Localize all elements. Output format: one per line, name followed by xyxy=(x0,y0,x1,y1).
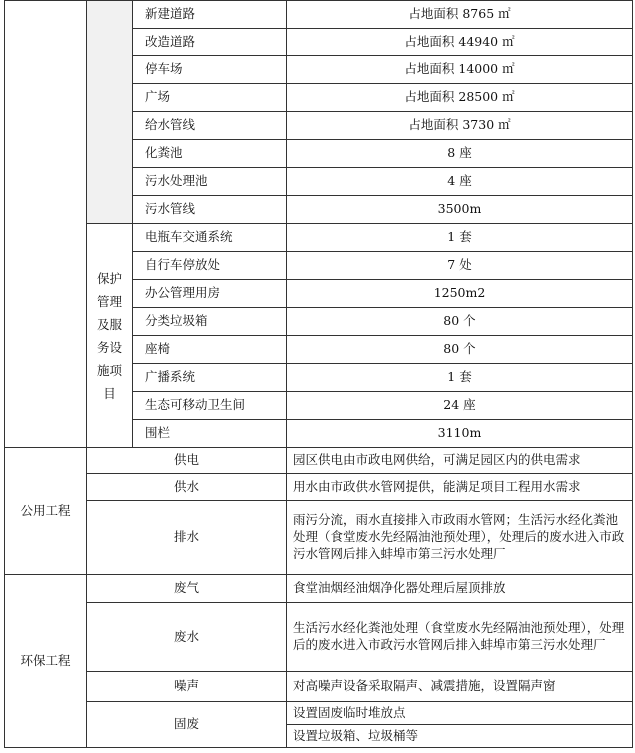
item-value: 4 座 xyxy=(287,168,633,196)
item-name: 废水 xyxy=(87,603,287,672)
protect-label-line: 及服 xyxy=(96,316,122,332)
item-name: 污水处理池 xyxy=(133,168,287,196)
item-name: 座椅 xyxy=(133,336,287,364)
item-value: 占地面积 28500 ㎡ xyxy=(287,84,633,112)
item-value: 80 个 xyxy=(287,336,633,364)
protect-label-line: 施项 xyxy=(96,362,122,378)
item-name: 噪声 xyxy=(87,672,287,702)
utilities-label: 公用工程 xyxy=(5,448,87,575)
item-name: 污水管线 xyxy=(133,196,287,224)
item-desc: 设置垃圾箱、垃圾桶等 xyxy=(287,725,633,748)
item-value: 8 座 xyxy=(287,140,633,168)
item-value: 占地面积 8765 ㎡ xyxy=(287,1,633,29)
table-row xyxy=(5,474,633,501)
item-name: 改造道路 xyxy=(133,29,287,56)
item-value: 1250m2 xyxy=(287,280,633,308)
item-value: 占地面积 44940 ㎡ xyxy=(287,29,633,56)
item-value: 7 处 xyxy=(287,252,633,280)
item-desc: 雨污分流，雨水直接排入市政雨水管网；生活污水经化粪池处理（食堂废水先经隔油池预处理），处理后的废水进入市政污水管网后排入蚌埠市第三污水处理厂 xyxy=(287,501,633,575)
protect-label-line: 务设 xyxy=(96,339,122,355)
item-name: 给水管线 xyxy=(133,112,287,140)
item-value: 占地面积 3730 ㎡ xyxy=(287,112,633,140)
item-name: 固废 xyxy=(87,702,287,748)
blank-subcategory-cell xyxy=(87,1,133,224)
table-row xyxy=(5,501,633,575)
protect-label-line: 管理 xyxy=(96,293,122,309)
item-name: 化粪池 xyxy=(133,140,287,168)
item-value: 3110m xyxy=(287,420,633,448)
item-desc: 对高噪声设备采取隔声、减震措施，设置隔声窗 xyxy=(287,672,633,702)
table-row xyxy=(5,672,633,702)
table-row xyxy=(5,224,633,252)
item-name: 广场 xyxy=(133,84,287,112)
item-name: 围栏 xyxy=(133,420,287,448)
item-name: 新建道路 xyxy=(133,1,287,29)
item-value: 24 座 xyxy=(287,392,633,420)
item-name: 供水 xyxy=(87,474,287,501)
blank-category-cell xyxy=(5,1,87,448)
item-value: 1 套 xyxy=(287,364,633,392)
item-name: 广播系统 xyxy=(133,364,287,392)
item-value: 1 套 xyxy=(287,224,633,252)
table-row xyxy=(5,448,633,474)
environment-label: 环保工程 xyxy=(5,575,87,748)
item-name: 废气 xyxy=(87,575,287,603)
table-row xyxy=(5,603,633,672)
item-value: 3500m xyxy=(287,196,633,224)
item-name: 自行车停放处 xyxy=(133,252,287,280)
item-name: 电瓶车交通系统 xyxy=(133,224,287,252)
item-name: 停车场 xyxy=(133,56,287,84)
protect-label-line: 目 xyxy=(103,385,116,401)
protect-group-label xyxy=(87,224,133,448)
item-desc: 食堂油烟经油烟净化器处理后屋顶排放 xyxy=(287,575,633,603)
table-row xyxy=(5,575,633,603)
item-name: 分类垃圾箱 xyxy=(133,308,287,336)
item-desc: 用水由市政供水管网提供，能满足项目工程用水需求 xyxy=(287,474,633,501)
item-desc: 设置固废临时堆放点 xyxy=(287,702,633,725)
item-name: 生态可移动卫生间 xyxy=(133,392,287,420)
item-desc: 生活污水经化粪池处理（食堂废水先经隔油池预处理），处理后的废水进入市政污水管网后排入蚌埠市第三污水处理厂 xyxy=(287,603,633,672)
table-row xyxy=(5,702,633,725)
item-name: 办公管理用房 xyxy=(133,280,287,308)
item-value: 80 个 xyxy=(287,308,633,336)
item-name: 供电 xyxy=(87,448,287,474)
project-composition-table xyxy=(4,0,633,748)
item-desc: 园区供电由市政电网供给，可满足园区内的供电需求 xyxy=(287,448,633,474)
protect-label-line: 保护 xyxy=(96,270,122,286)
item-value: 占地面积 14000 ㎡ xyxy=(287,56,633,84)
item-name: 排水 xyxy=(87,501,287,575)
table-row xyxy=(5,1,633,29)
